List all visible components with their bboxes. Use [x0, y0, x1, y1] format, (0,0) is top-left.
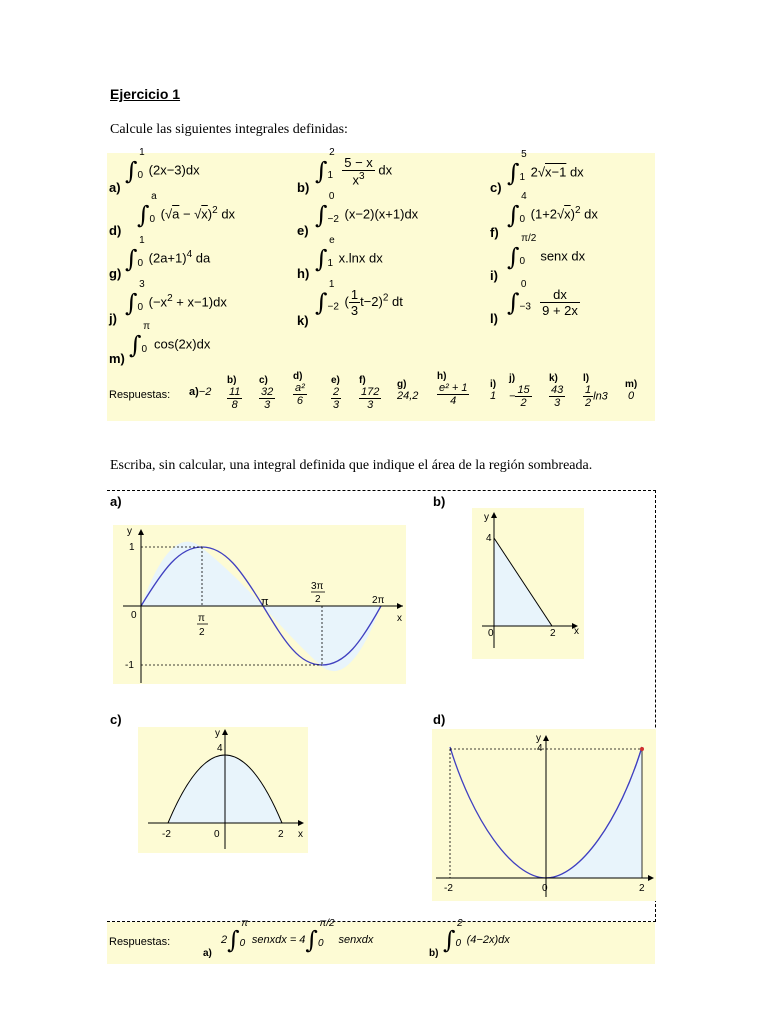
integral-m: $\int_0^\pi\cos(2x)dx$ [129, 321, 211, 359]
answer-k: k) $\frac{43}{3}$ [549, 373, 564, 409]
integral-d: $\int_0^a(√a - √x)^2$ dx [137, 191, 236, 229]
answers-label: Respuestas: [109, 389, 171, 401]
graph-a-tick-pi: π [261, 596, 269, 608]
integral-label-l: l) [490, 311, 498, 326]
integral-label-k: k) [297, 313, 309, 328]
integral-label-i: i) [490, 268, 498, 283]
answer2-a: $2\int_0^\pi senxdx$ = $4\int_0^{\pi/2}senxdx$ [221, 918, 374, 954]
answer-d: d) $\frac{\text{a²}}{6}$ [293, 371, 305, 407]
graph-a-tick-pi2-num: π [198, 613, 205, 624]
answer-m: m) 0 [625, 379, 638, 402]
answer-j: j) − $\frac{15}{2}$ [509, 373, 530, 409]
graph-a-origin: 0 [131, 610, 137, 621]
integral-label-h: h) [297, 266, 310, 281]
answer-f: f) $\frac{172}{3}$ [359, 375, 380, 411]
graph-a-x-label: x [397, 613, 402, 624]
graph-c-x-tick-pos: 2 [278, 829, 284, 840]
answer-h: h) $\frac{\text{e² + 1}}{4}$ [437, 371, 468, 407]
graph-a-tick-3pi2-num: 3π [311, 581, 324, 592]
graph-d-y-label: y [536, 733, 541, 744]
graph-d-x-tick-pos: 2 [639, 883, 645, 894]
graph-a-y-tick-1: 1 [129, 542, 135, 553]
graph-a-y-tick-neg1: -1 [125, 660, 134, 671]
integral-label-j: j) [109, 311, 117, 326]
answer-g: g) 24,2 [397, 379, 419, 402]
graph-a-tick-3pi2-den: 2 [315, 594, 321, 605]
graph-b-y-label: y [484, 512, 489, 523]
answer-a: a)−2 [189, 386, 212, 398]
instructions: Calcule las siguientes integrales definidas: [110, 122, 348, 137]
graph-b-x-label: x [574, 626, 579, 637]
graph-d-origin: 0 [542, 883, 548, 894]
graph-a-tick-pi2-den: 2 [199, 627, 205, 638]
exercise-title: Ejercicio 1 [110, 86, 181, 102]
answer2-a-label: a) [203, 948, 212, 959]
answer-e: e) $\frac{2}{3}$ [331, 375, 340, 411]
graph-d [432, 729, 656, 901]
graph-c [138, 727, 308, 853]
graph-c-origin: 0 [214, 829, 220, 840]
graph-a-tick-2pi: 2π [372, 595, 385, 606]
integral-i: $\int_0^{\pi/2}senx$ dx [507, 233, 586, 271]
answers2-label: Respuestas: [109, 936, 171, 948]
integral-h: $\int_1^ex.\ln x$ dx [315, 235, 383, 273]
graph-c-y-label: y [215, 728, 220, 739]
graph-c-x-label: x [298, 829, 303, 840]
graph-label-c: c) [110, 712, 122, 727]
integral-f: $\int_0^4(1+2√x)^2$ dx [507, 191, 598, 229]
integral-label-e: e) [297, 223, 309, 238]
integral-label-g: g) [109, 266, 122, 281]
graph-label-b: b) [433, 494, 446, 509]
graph-d-y-tick: 4 [537, 743, 543, 754]
integral-g: $\int_0^1(2a+1)^4$ da [125, 235, 211, 273]
graph-label-d: d) [433, 712, 446, 727]
instructions-2: Escriba, sin calcular, una integral definida que indique el área de la región sombreada. [110, 458, 593, 473]
integral-label-f: f) [490, 225, 499, 240]
integral-c: $\int_1^52√x-1$ dx [507, 149, 584, 187]
graph-c-y-tick: 4 [217, 743, 223, 754]
graph-a [113, 525, 406, 684]
integral-label-c: c) [490, 180, 502, 195]
integral-label-b: b) [297, 180, 310, 195]
integral-b: $\int_1^2$ $\frac{5 - x}{x^3}$ dx [315, 147, 393, 188]
answer-i: i) 1 [490, 379, 497, 402]
integral-a: $\int_0^1(2x-3)dx$ [125, 147, 200, 185]
answer-b: b) $\frac{11}{8}$ [227, 375, 241, 411]
integral-e: $\int_{-2}^0(x-2)(x+1)dx$ [315, 191, 419, 229]
graph-b-origin: 0 [488, 628, 494, 639]
integrals-panel [107, 147, 655, 421]
graph-b-x-tick: 2 [550, 628, 556, 639]
integral-label-a: a) [109, 180, 121, 195]
answer-l: l) $\frac{1}{2}$ ln3 [583, 373, 608, 409]
answer2-b-label: b) [429, 948, 439, 959]
integral-k: $\int_{-2}^1$( $\frac{1}{3}$ t−2)$^2$ dt [315, 278, 403, 318]
graph-b [472, 508, 584, 659]
integral-label-d: d) [109, 223, 122, 238]
answer2-b: $\int_0^2(4-2x)dx$ [443, 918, 510, 954]
integral-l: $\int_{-3}^0$ $\frac{dx}{9 + 2x}$ [507, 278, 578, 318]
integral-label-m: m) [109, 351, 125, 366]
graph-c-x-tick-neg: -2 [162, 829, 171, 840]
graph-b-y-tick: 4 [486, 533, 492, 544]
graph-a-y-label: y [127, 526, 132, 537]
graph-d-x-tick-neg: -2 [444, 883, 453, 894]
graph-label-a: a) [110, 494, 122, 509]
answers-panel-2 [107, 918, 655, 964]
integral-j: $\int_0^3(-x^2 + x-1)dx$ [125, 279, 227, 317]
answer-c: c) $\frac{32}{3}$ [259, 375, 274, 411]
